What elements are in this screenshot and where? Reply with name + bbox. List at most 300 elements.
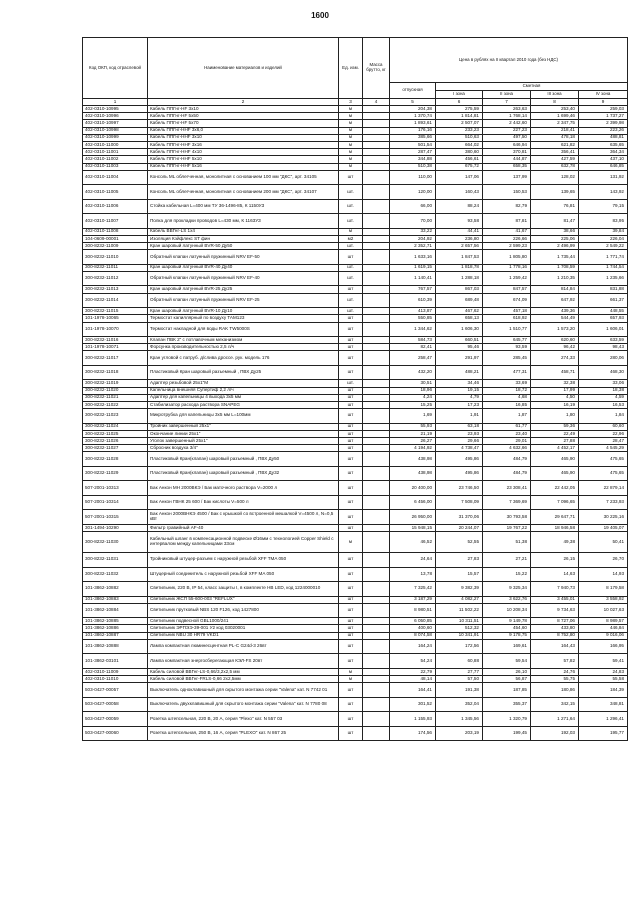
cell-price-retail: 4,24 [390,394,436,401]
table-row [83,365,628,380]
cell-price-zone-1: 675,72 [436,163,483,170]
cell-price-zone-3: 8 727,06 [531,618,579,625]
cell-price-zone-3: 632,78 [531,163,579,170]
cell-price-zone-2: 477,31 [483,365,531,380]
cell-mass [363,632,390,639]
cell-name: Кран угловой с патруб. д/слива дроссе. рук. модель 176 [148,351,339,366]
cell-price-retail: 1,69 [390,409,436,424]
price-table [82,37,628,741]
cell-price-zone-1: 1 847,53 [436,250,483,265]
cell-code: 104-0609-00001 [83,235,148,242]
cell-mass [363,264,390,271]
cell-price-zone-2: 674,09 [483,293,531,308]
cell-price-zone-3: 17,99 [531,387,579,394]
table-row [83,452,628,467]
cell-code: 300-8232-11016 [83,337,148,344]
cell-unit: шт [339,553,363,568]
cell-price-zone-3: 465,90 [531,466,579,481]
cell-price-retail: 164,24 [390,639,436,654]
cell-code: 503-0427-00057 [83,683,148,698]
cell-price-zone-3: 27,88 [531,438,579,445]
cell-price-zone-3: 225,06 [531,235,579,242]
table-row [83,409,628,424]
cell-name: Кабель силовой ВВГнг-LS-0,66/3,2х2,5 мм [148,668,339,675]
cell-mass [363,113,390,120]
table-row [83,683,628,698]
cell-price-retail: 584,73 [390,337,436,344]
cell-name: Стабилизатор расхода раствора SNAPEG [148,401,339,408]
cell-mass [363,344,390,351]
cell-code: 300-8232-11019 [83,380,148,387]
cell-price-retail: 344,88 [390,156,436,163]
cell-price-retail: 287,47 [390,149,436,156]
table-row [83,510,628,525]
cell-code: 402-0310-10995 [83,106,148,113]
cell-unit: м [339,127,363,134]
cell-price-retail: 501,54 [390,141,436,148]
cell-unit: шт [339,495,363,510]
cell-name: Тройниковый штуцер-разъем с наружной резьбой XFF TMA 050 [148,553,339,568]
cell-unit: шт [339,452,363,467]
cell-price-zone-3: 1 699,46 [531,113,579,120]
cell-price-zone-1: 191,38 [436,683,483,698]
cell-unit: шт. [339,243,363,250]
cell-code: 300-8232-11010 [83,250,148,265]
cell-price-zone-2: 484,79 [483,452,531,467]
cell-code: 300-8232-11015 [83,308,148,315]
cell-price-zone-1: 34,46 [436,380,483,387]
cell-price-zone-1: 495,86 [436,466,483,481]
cell-code: 101-3862-10887 [83,632,148,639]
cell-mass [363,365,390,380]
cell-price-zone-3: 22 442,05 [531,481,579,496]
cell-price-zone-3: 38,66 [531,228,579,235]
cell-price-retail: 176,16 [390,127,436,134]
cell-unit: шт [339,639,363,654]
cell-name: Светильник NBU 30 HR79 VKD1 [148,632,339,639]
cell-price-retail: 510,38 [390,163,436,170]
cell-price-zone-2: 1 805,80 [483,250,531,265]
cell-price-zone-1: 10 341,91 [436,632,483,639]
cell-price-zone-3: 342,15 [531,697,579,712]
cell-price-retail: 33,22 [390,228,436,235]
cell-mass [363,603,390,618]
cell-code: 402-0310-11003 [83,163,148,170]
cell-price-zone-1: 1 814,81 [436,113,483,120]
cell-price-zone-3: 439,36 [531,308,579,315]
cell-price-zone-4: 19 405,07 [579,524,628,531]
cell-mass [363,409,390,424]
cell-price-zone-2: 30 793,58 [483,510,531,525]
cell-mass [363,286,390,293]
cell-mass [363,668,390,675]
table-row [83,120,628,127]
cell-price-zone-2: 457,18 [483,308,531,315]
cell-name: Кран шаровый латунный BVR-10 Ду10 [148,308,339,315]
cell-mass [363,639,390,654]
cell-mass [363,322,390,337]
cell-price-zone-1: 10 311,51 [436,618,483,625]
cell-price-zone-4: 831,88 [579,286,628,293]
cell-price-zone-2: 33,69 [483,380,531,387]
cell-name: Кабель ППГнг-ННF 5х10 [148,156,339,163]
cell-price-zone-4: 635,65 [579,141,628,148]
cell-code: 503-0427-00058 [83,697,148,712]
cell-code: 300-8232-11014 [83,293,148,308]
cell-price-zone-3: 59,36 [531,423,579,430]
cell-code: 300-8232-11021 [83,394,148,401]
cell-price-zone-1: 512,32 [436,625,483,632]
cell-code: 300-8232-11027 [83,445,148,452]
cell-price-retail: 8 074,58 [390,632,436,639]
cell-mass [363,156,390,163]
cell-price-zone-2: 285,45 [483,351,531,366]
cell-price-zone-4: 184,39 [579,683,628,698]
cell-mass [363,401,390,408]
cell-price-zone-1: 1,91 [436,409,483,424]
cell-name: Капельница внешняя Супертиф 2,2 л/ч [148,387,339,394]
cell-price-retail: 385,66 [390,134,436,141]
cell-price-retail: 70,00 [390,214,436,229]
cell-code: 300-8232-11024 [83,423,148,430]
cell-price-zone-3: 164,43 [531,639,579,654]
cell-unit: м2 [339,235,363,242]
column-number: 8 [531,99,579,106]
cell-name: Кабель ППГнг-ННF 3х6,0 [148,127,339,134]
table-row [83,322,628,337]
cell-name: Кабель ППГнг-ННF 3х10 [148,134,339,141]
table-row [83,639,628,654]
cell-name: Микротрубка для капельницы 3х5 мм L=100мм [148,409,339,424]
cell-mass [363,495,390,510]
table-row [83,495,628,510]
cell-code: 300-8232-11030 [83,532,148,553]
cell-code: 300-8232-11031 [83,553,148,568]
table-row [83,199,628,214]
cell-mass [363,625,390,632]
cell-price-retail: 13,78 [390,567,436,582]
cell-mass [363,654,390,669]
cell-code: 300-8232-11018 [83,365,148,380]
cell-unit: шт [339,726,363,741]
cell-price-zone-2: 9 149,78 [483,618,531,625]
cell-price-zone-3: 8 752,80 [531,632,579,639]
table-row [83,603,628,618]
table-row [83,127,628,134]
cell-price-zone-3: 7 940,73 [531,582,579,597]
cell-price-zone-1: 1 606,30 [436,322,483,337]
cell-unit: м [339,163,363,170]
cell-price-zone-4: 280,06 [579,351,628,366]
cell-price-retail: 18,96 [390,387,436,394]
cell-price-zone-1: 31 370,06 [436,510,483,525]
cell-price-zone-3: 478,18 [531,134,579,141]
cell-price-zone-1: 27,83 [436,553,483,568]
cell-name: Полка для прокладки проводов L=430 мм, К 1163УЗ [148,214,339,229]
cell-price-retail: 82,41 [390,344,436,351]
cell-price-zone-4: 30 225,16 [579,510,628,525]
cell-code: 507-2001-10314 [83,495,148,510]
table-row [83,344,628,351]
header-zone-2: II зона [483,91,531,99]
cell-price-retail: 46,52 [390,532,436,553]
cell-mass [363,452,390,467]
cell-price-zone-2: 59,54 [483,654,531,669]
cell-price-zone-4: 22,96 [579,430,628,437]
cell-name: Адаптер для капельницы 4 выхода 3х5 мм [148,394,339,401]
cell-name: Кабель ППГнг-HF 5х50 [148,113,339,120]
header-unit: Ед. изм. [339,38,363,99]
table-body [83,106,628,741]
cell-price-zone-4: 475,65 [579,466,628,481]
cell-name: Светильник ЭРПЭЭ-39-001 У2 код 03020001 [148,625,339,632]
cell-price-zone-2: 93,59 [483,344,531,351]
cell-code: 402-0310-11007 [83,214,148,229]
cell-code: 402-0310-11006 [83,199,148,214]
cell-price-zone-2: 18,72 [483,387,531,394]
cell-price-zone-4: 4,59 [579,394,628,401]
cell-price-zone-1: 291,97 [436,351,483,366]
cell-price-zone-1: 456,61 [436,156,483,163]
cell-name: Пластиковый Кран шаровый разъемный , ПВХ Ду25 [148,365,339,380]
cell-unit: м [339,156,363,163]
table-row [83,235,628,242]
cell-code: 402-0310-10996 [83,113,148,120]
cell-price-retail: 15 948,15 [390,524,436,531]
column-number: 9 [579,99,628,106]
cell-unit: шт [339,365,363,380]
cell-price-zone-1: 93,58 [436,214,483,229]
cell-unit: шт [339,344,363,351]
cell-price-zone-1: 160,43 [436,185,483,200]
cell-price-retail: 15,25 [390,401,436,408]
cell-price-zone-3: 253,40 [531,106,579,113]
cell-price-retail: 26 950,00 [390,510,436,525]
table-row [83,351,628,366]
table-row [83,141,628,148]
cell-name: Кабель ВВГнг-LS 1х4 [148,228,339,235]
cell-price-zone-3: 29 647,71 [531,510,579,525]
table-row [83,596,628,603]
cell-code: 402-0310-10998 [83,127,148,134]
cell-price-zone-2: 497,50 [483,134,531,141]
cell-price-zone-3: 32,38 [531,380,579,387]
cell-price-zone-3: 24,76 [531,668,579,675]
cell-price-retail: 55,93 [390,423,436,430]
cell-code: 101-3862-10883 [83,596,148,603]
header-zone-3: III зона [531,91,579,99]
cell-mass [363,351,390,366]
cell-mass [363,387,390,394]
cell-price-zone-4: 446,84 [579,625,628,632]
cell-code: 300-8232-11025 [83,430,148,437]
cell-price-zone-1: 664,02 [436,141,483,148]
cell-price-zone-1: 19,15 [436,387,483,394]
cell-unit: шт [339,445,363,452]
cell-price-zone-4: 28,47 [579,438,628,445]
cell-name: Окончание линии 25х1" [148,430,339,437]
cell-unit: м [339,149,363,156]
cell-price-zone-4: 83,95 [579,214,628,229]
cell-code: 300-8232-11020 [83,387,148,394]
cell-price-zone-3: 7 096,65 [531,495,579,510]
cell-name: Лампа компактная люминесцентная PL-C G24d-3 26вт [148,639,339,654]
cell-mass [363,481,390,496]
cell-mass [363,170,390,185]
cell-mass [363,676,390,683]
cell-price-zone-2: 187,85 [483,683,531,698]
cell-name: Выключатель одноклавишный для скрытого монтажа серии "Valena" кат. N 7742 01 [148,683,339,698]
cell-code: 402-0310-11009 [83,668,148,675]
cell-mass [363,141,390,148]
table-row [83,567,628,582]
cell-price-retail: 21,19 [390,430,436,437]
cell-price-zone-3: 4,50 [531,394,579,401]
cell-unit: шт [339,387,363,394]
cell-name: Светильник ЖСП 55-600-003 "REFLUX" [148,596,339,603]
header-retail: отпускная [390,83,436,99]
cell-unit: шт [339,401,363,408]
cell-price-zone-2: 1 768,14 [483,113,531,120]
cell-unit: м [339,113,363,120]
cell-price-zone-3: 57,82 [531,654,579,669]
cell-price-zone-1: 2 657,56 [436,243,483,250]
cell-price-zone-3: 1 573,20 [531,322,579,337]
cell-mass [363,228,390,235]
cell-mass [363,726,390,741]
cell-mass [363,293,390,308]
cell-unit: шт [339,438,363,445]
cell-price-zone-2: 646,94 [483,141,531,148]
cell-code: 101-3862-10888 [83,639,148,654]
cell-price-zone-1: 4 738,47 [436,445,483,452]
table-row [83,553,628,568]
cell-mass [363,185,390,200]
cell-code: 300-8232-11017 [83,351,148,366]
cell-price-zone-3: 9 734,63 [531,603,579,618]
cell-name: Фильтр гравийный AF-40 [148,524,339,531]
cell-unit: шт [339,510,363,525]
column-number: 3 [339,99,363,106]
header-estimate: Сметная [436,83,628,91]
table-row [83,438,628,445]
cell-code: 101-1978-10070 [83,322,148,337]
cell-price-retail: 204,38 [390,106,436,113]
cell-unit: шт [339,394,363,401]
cell-name: Кабель ППГнг-HF 5х70 [148,120,339,127]
cell-price-zone-4: 16,53 [579,401,628,408]
cell-unit: шт. [339,214,363,229]
header-zone-4: IV зона [579,91,628,99]
table-row [83,337,628,344]
column-number: 5 [390,99,436,106]
cell-price-zone-4: 661,37 [579,293,628,308]
cell-name: Тройник завершенный 25х1" [148,423,339,430]
cell-price-zone-3: 81,47 [531,214,579,229]
cell-mass [363,127,390,134]
cell-name: Розетка штепсельная, 250 В, 16 А, серия "PLEXO" кат. N 867 25 [148,726,339,741]
cell-price-zone-3: 3 455,01 [531,596,579,603]
cell-price-retail: 1 619,15 [390,264,436,271]
cell-name: Клапан ПВК 2" с потлавочным механизмом [148,337,339,344]
column-number-row [83,99,628,106]
cell-price-zone-2: 227,23 [483,127,531,134]
table-row [83,712,628,727]
cell-price-zone-4: 259,03 [579,106,628,113]
header-zone-1: I зона [436,91,483,99]
cell-price-zone-2: 27,21 [483,553,531,568]
cell-price-zone-4: 3 558,92 [579,596,628,603]
cell-price-retail: 1 893,61 [390,120,436,127]
cell-mass [363,337,390,344]
cell-price-zone-4: 33,06 [579,380,628,387]
cell-mass [363,315,390,322]
table-row [83,726,628,741]
cell-code: 300-8232-11032 [83,567,148,582]
cell-name: Бак Анкон ГВНК 25 600 / Бак кислоты V=500 л [148,495,339,510]
cell-mass [363,243,390,250]
cell-unit: шт [339,582,363,597]
cell-unit: шт. [339,264,363,271]
cell-price-retail: 30,51 [390,380,436,387]
cell-name: Стойка кабельная L=400 мм ТУ 36-1496-85, К 1150УЗ [148,199,339,214]
cell-name: Кабель ППГнг-HF 3х10 [148,106,339,113]
cell-price-zone-1: 510,63 [436,134,483,141]
cell-unit: шт [339,632,363,639]
table-row [83,163,628,170]
cell-unit: шт [339,524,363,531]
cell-price-zone-3: 4 452,17 [531,445,579,452]
cell-mass [363,235,390,242]
cell-unit: м [339,228,363,235]
cell-unit: шт [339,337,363,344]
cell-mass [363,308,390,315]
cell-unit: м [339,141,363,148]
cell-name: Термостат накладной для воды RAK TW5000S [148,322,339,337]
cell-price-retail: 164,41 [390,683,436,698]
cell-price-zone-4: 2 549,22 [579,243,628,250]
cell-price-zone-1: 660,51 [436,337,483,344]
cell-code: 507-2001-10315 [83,510,148,525]
cell-name: Кабельный шланг в компенсационной подвеске Ø16мм с технологией Copper Shield с интервалом между капельницами 33см [148,532,339,553]
cell-price-zone-1: 867,03 [436,286,483,293]
cell-unit: шт [339,409,363,424]
table-row [83,149,628,156]
cell-mass [363,423,390,430]
cell-name: Кабель ППГнг-ННF 5х16 [148,163,339,170]
cell-name: Розетка штепсельная, 220 В, 20 А, серия "Plexo" кат. N 557 03 [148,712,339,727]
cell-mass [363,106,390,113]
table-row [83,315,628,322]
cell-price-zone-2: 23 308,41 [483,481,531,496]
cell-price-zone-2: 645,77 [483,337,531,344]
cell-price-zone-1: 23,93 [436,430,483,437]
cell-unit: шт [339,322,363,337]
cell-price-zone-1: 236,80 [436,235,483,242]
cell-price-zone-1: 689,48 [436,293,483,308]
cell-unit: шт [339,596,363,603]
cell-price-zone-4: 10 027,63 [579,603,628,618]
cell-price-retail: 110,00 [390,170,436,185]
cell-price-zone-1: 1 818,78 [436,264,483,271]
table-row [83,524,628,531]
cell-mass [363,430,390,437]
cell-mass [363,524,390,531]
cell-mass [363,697,390,712]
cell-price-zone-1: 658,13 [436,315,483,322]
cell-price-retail: 400,60 [390,625,436,632]
table-row [83,423,628,430]
